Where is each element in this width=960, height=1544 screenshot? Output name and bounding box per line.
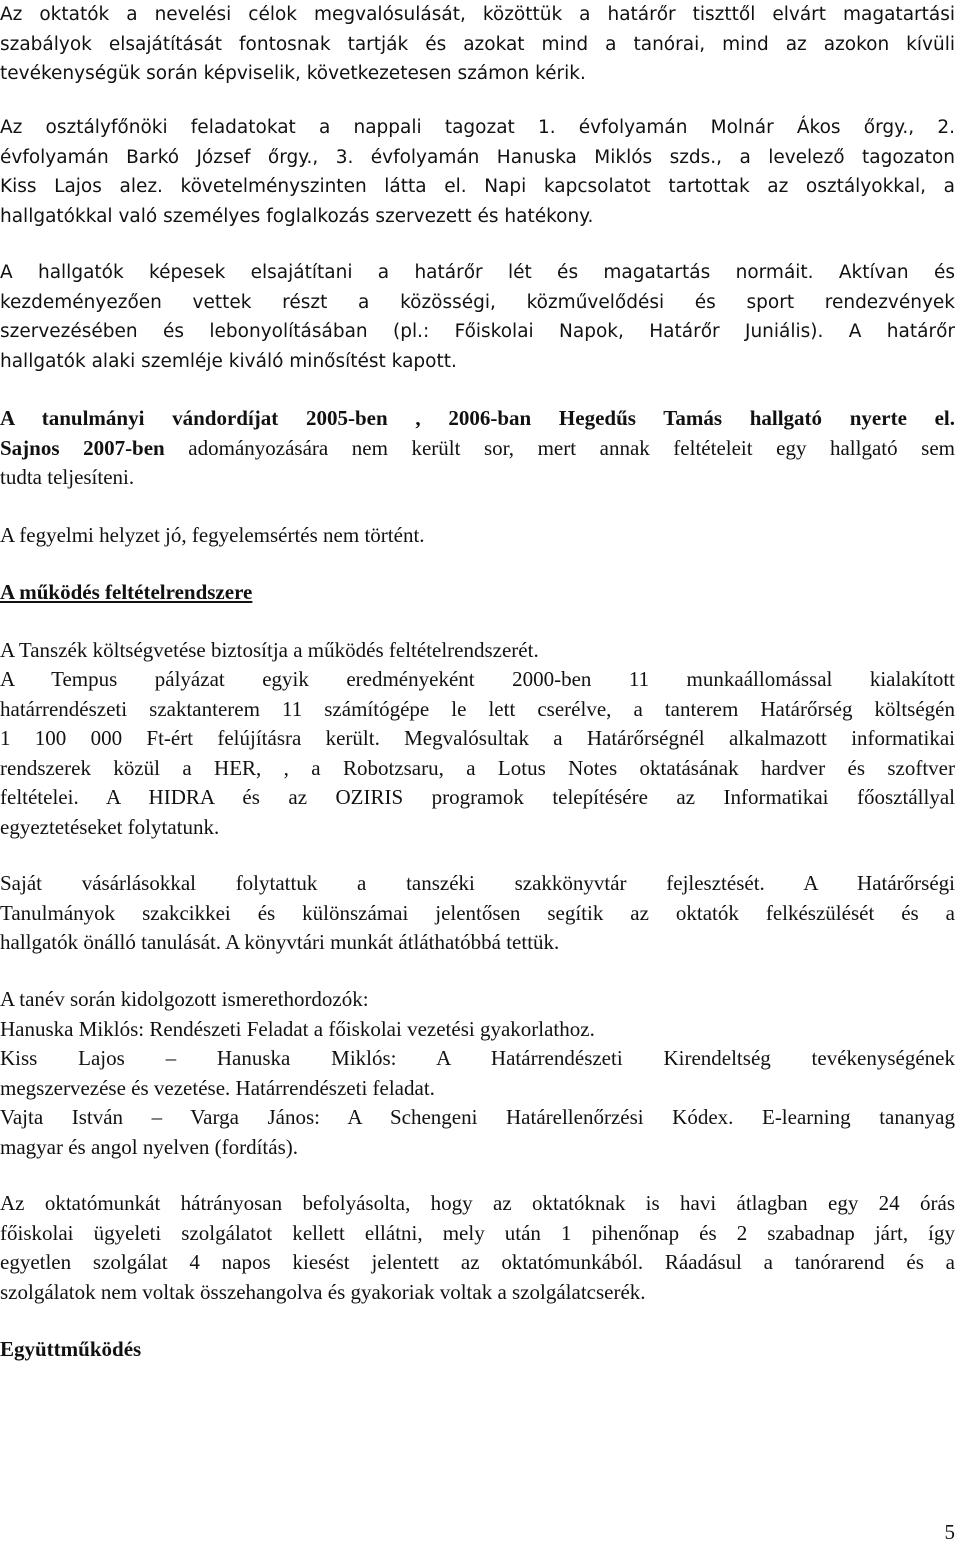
award-2007-label: Sajnos 2007-ben [0, 435, 165, 460]
text-line: Tanulmányok szakcikkei és különszámai jelentősen segítik az oktatók felkészülését és a [0, 900, 955, 925]
text-line: szolgálatok nem voltak összehangolva és gyakoriak voltak a szolgálatcserék. [0, 1279, 646, 1304]
text-line: Kiss Lajos alez. követelményszinten látta el. Napi kapcsolatot tartottak az osztályokkal, a [0, 176, 955, 197]
section-heading-cooperation: Együttműködés [0, 1337, 142, 1361]
text-line: főiskolai ügyeleti szolgálatot kellett ellátni, mely után 1 pihenőnap és 2 szabadnap járt, így [0, 1220, 955, 1245]
paragraph-discipline [0, 521, 955, 551]
paragraph-budget [0, 636, 955, 666]
text-line: hallgatók önálló tanulását. A könyvtári munkát átláthatóbbá tettük. [0, 930, 560, 954]
award-sentence: A tanulmányi vándordíjat 2005-ben , 2006-ban Hegedűs Tamás hallgató nyerte el. [0, 406, 955, 430]
paragraph-student-activities [0, 258, 955, 376]
text-line: A Tempus pályázat egyik eredményeként 2000-ben 11 munkaállomással kialakított [0, 667, 955, 691]
paragraph-educational-goals [0, 0, 955, 89]
text-line: hallgatók alaki szemléje kiváló minősítést kapott. [0, 350, 457, 372]
text-line: feltételei. A HIDRA és az OZIRIS programok telepítésére az Informatikai főosztállyal [0, 785, 955, 809]
text-line: Saját vásárlásokkal folytattuk a tanszéki szakkönyvtár fejlesztését. A Határőrségi [0, 871, 955, 895]
text-line: A tanév során kidolgozott ismerethordozók: [0, 987, 369, 1011]
paragraph-study-award [0, 404, 955, 493]
text-line: hallgatókkal való személyes foglalkozás szervezett és hatékony. [0, 205, 594, 227]
text-line: évfolyamán Barkó József őrgy., 3. évfolyamán Hanuska Miklós szds., a levelező tagozaton [0, 146, 955, 168]
section-heading-operating-conditions: A működés feltételrendszere [0, 580, 253, 604]
text-line: kezdeményezően vettek részt a közösségi, közművelődési és sport rendezvények [0, 291, 955, 313]
text-line: szervezésében és lebonyolításában (pl.: Főiskolai Napok, Határőr Juniális). A határőr [0, 321, 955, 342]
paragraph-duty-service [0, 1189, 955, 1307]
text-line: rendszerek közül a HER, , a Robotzsaru, a Lotus Notes oktatásának hardver és szoftver [0, 755, 955, 780]
text-line: egyeztetéseket folytatunk. [0, 814, 220, 839]
text-line: egyetlen szolgálat 4 napos kiesést jelentett az oktatómunkából. Ráadásul a tanórarend és a [0, 1250, 955, 1274]
text-line: megszervezése és vezetése. Határrendészeti feladat. [0, 1075, 435, 1100]
award-2007-text: adományozására nem került sor, mert annak feltételeit egy hallgató sem [164, 435, 956, 460]
text-line: 1 100 000 Ft-ért felújításra került. Megvalósultak a Határőrségnél alkalmazott informatikai [0, 726, 955, 750]
text-line [0, 434, 955, 464]
text-line: Kiss Lajos – Hanuska Miklós: A Határrendészeti Kirendeltség tevékenységének [0, 1046, 955, 1070]
text-line: A hallgatók képesek elsajátítani a határőr lét és magatartás normáit. Aktívan és [0, 262, 955, 283]
text-line: Az oktatók a nevelési célok megvalósulását, közöttük a határőr tiszttől elvárt magatartási [0, 4, 955, 25]
text-line: A Tanszék költségvetése biztosítja a működés feltételrendszerét. [0, 638, 539, 662]
page-number: 5 [944, 1520, 955, 1544]
paragraph-class-masters [0, 113, 955, 231]
text-line: Az oktatómunkát hátrányosan befolyásolta, hogy az oktatóknak is havi átlagban egy 24 órás [0, 1191, 955, 1215]
text-line: A fegyelmi helyzet jó, fegyelemsértés nem történt. [0, 523, 425, 547]
text-line: határrendészeti szaktanterem 11 számítógépe le lett cserélve, a tanterem Határőrség költségén [0, 696, 955, 721]
paragraph-library [0, 869, 955, 958]
text-line: szabályok elsajátítását fontosnak tartják és azokat mind a tanórai, mind az azokon kívüli [0, 33, 955, 55]
text-line: tevékenységük során képviselik, következetesen számon kérik. [0, 63, 586, 84]
text-line: magyar és angol nyelven (fordítás). [0, 1134, 298, 1159]
paragraph-tempus-project [0, 665, 955, 842]
paragraph-teaching-materials [0, 985, 955, 1162]
text-line: Vajta István – Varga János: A Schengeni Határellenőrzési Kódex. E-learning tananyag [0, 1105, 955, 1129]
text-line: Az osztályfőnöki feladatokat a nappali tagozat 1. évfolyamán Molnár Ákos őrgy., 2. [0, 117, 955, 138]
text-line: Hanuska Miklós: Rendészeti Feladat a főiskolai vezetési gyakorlathoz. [0, 1016, 595, 1041]
text-line: tudta teljesíteni. [0, 465, 135, 489]
